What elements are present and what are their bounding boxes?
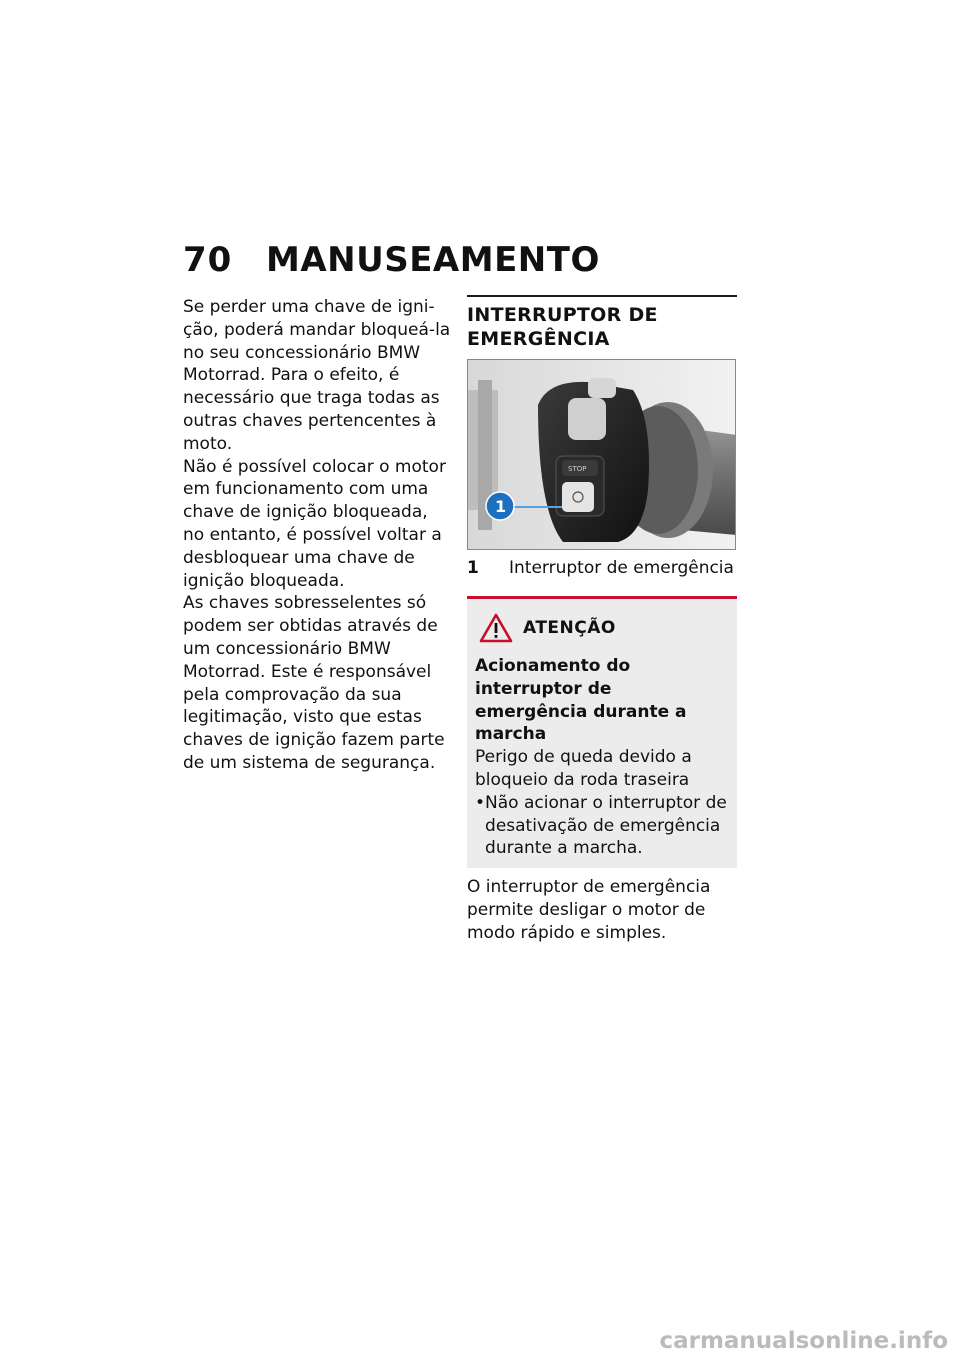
warning-label: ATENÇÃO bbox=[523, 618, 616, 638]
warning-bullet-text: Não acionar o interruptor de desativação de emergência durante a marcha. bbox=[485, 792, 727, 859]
watermark: carmanualsonline.info bbox=[659, 1328, 948, 1354]
warning-subtitle: Acionamento do interruptor de emergência durante a marcha bbox=[475, 656, 687, 745]
warning-text: Perigo de queda devido a bloqueio da roda traseira bbox=[475, 747, 692, 790]
caption-number: 1 bbox=[467, 558, 479, 578]
caption-text: Interruptor de emergência bbox=[509, 558, 734, 578]
warning-triangle-icon bbox=[479, 613, 513, 643]
warning-box bbox=[467, 596, 737, 868]
paragraph-lost-key: Se perder uma chave de ignição, poderá mandar bloqueá-la no seu concessionário BMW Motorrad. Para o efeito, é necessário que traga todas as outras chaves pertencentes à moto. bbox=[183, 297, 451, 454]
paragraph-spare-keys: As chaves sobresselentes só podem ser obtidas através de um concessionário BMW Motorrad. Este é responsável pela comprovação da sua legitimação, visto que estas chaves de ignição fazem parte de um sistema de segurança. bbox=[183, 593, 445, 773]
paragraph-blocked-key: Não é possível colocar o motor em funcionamento com uma chave de ignição bloqueada, no entanto, é possível voltar a desbloquear uma chave de ignição bloqueada. bbox=[183, 456, 446, 591]
section-divider bbox=[467, 295, 737, 297]
right-column bbox=[467, 295, 737, 945]
bullet-dot: • bbox=[475, 792, 486, 813]
warning-header bbox=[479, 613, 729, 643]
section-title: INTERRUPTOR DE EMERGÊNCIA bbox=[467, 304, 658, 350]
warning-bullet bbox=[475, 792, 729, 860]
stop-label: STOP bbox=[568, 465, 587, 473]
paragraph-switch-purpose: O interruptor de emergência permite desligar o motor de modo rápido e simples. bbox=[467, 877, 711, 943]
callout-1-label: 1 bbox=[495, 497, 507, 516]
handlebar-switch-photo bbox=[467, 359, 736, 550]
page-number: 70 bbox=[183, 240, 233, 280]
handlebar-switch-illustration bbox=[468, 360, 736, 550]
left-column bbox=[183, 296, 453, 775]
figure-caption bbox=[467, 556, 737, 580]
page-title: MANUSEAMENTO bbox=[266, 240, 600, 280]
